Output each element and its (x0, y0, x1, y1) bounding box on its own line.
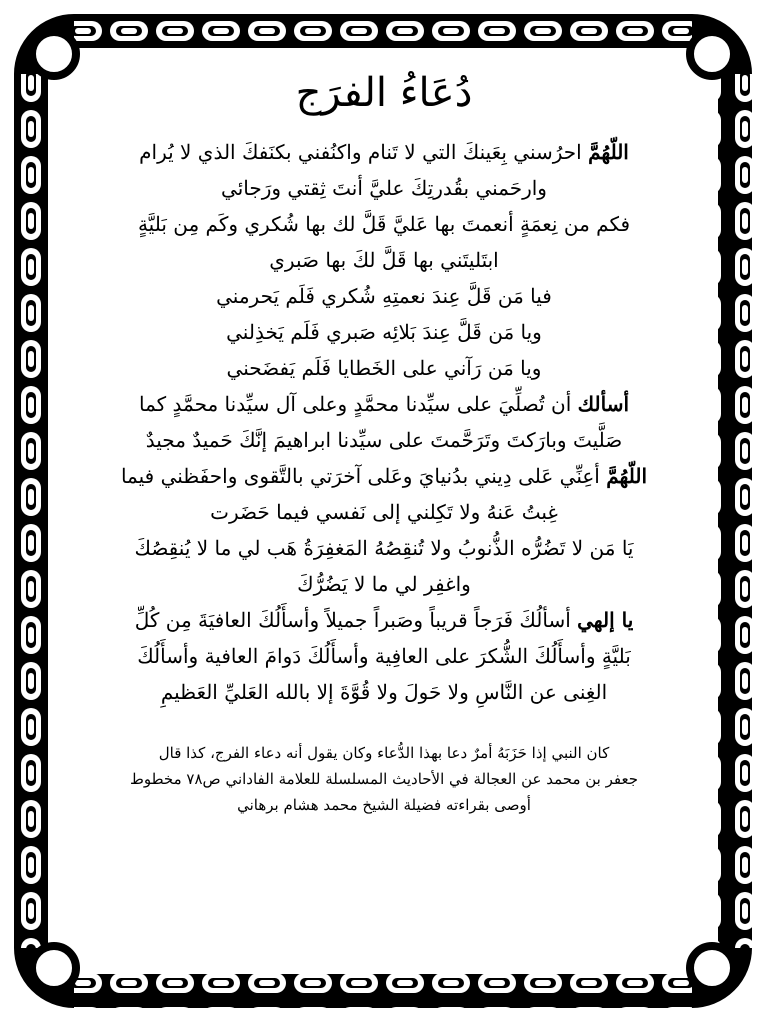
note-line: جعفر بن محمد عن العجالة في الأحاديث المسلسلة للعلامة الفاداني ص٧٨ مخطوط (130, 770, 638, 788)
prayer-line: واغفِر لي ما لا يَضُرُّكَ (297, 572, 471, 596)
prayer-line: صَلَّيتَ وبارَكتَ وتَرَحَّمتَ على سيِّدنا ابراهيمَ إنَّكَ حَميدٌ مجيدٌ (145, 428, 623, 452)
prayer-line: اللّهُمَّ احرُسني بِعَينكَ التي لا تَنام واكنُفني بكنَفكَ الذي لا يُرام (139, 140, 629, 164)
prayer-line: غِبتُ عَنهُ ولا تَكِلني إلى نَفسي فيما حَضَرت (210, 500, 558, 524)
page-title: دُعَاءُ الفرَج (295, 70, 473, 116)
prayer-text (60, 134, 708, 710)
prayer-line: يَا مَن لا تَضُرُّه الذُّنوبُ ولا تُنقِصُهُ المَغفِرَةُ هَب لي ما لا يُنقِصُكَ (134, 536, 634, 560)
source-note (60, 740, 708, 818)
prayer-line: فكم من نِعمَةٍ أنعمتَ بها عَليَّ قَلَّ لك بها شُكري وكَم مِن بَليَّةٍ (137, 212, 631, 236)
prayer-line: بَليَّةٍ وأسأَلُكَ الشُّكرَ على العافِية وأسأَلُكَ دَوامَ العافية وأسأَلُكَ (137, 644, 631, 668)
prayer-line: فيا مَن قَلَّ عِندَ نعمتِهِ شُكري فَلَم يَحرمني (216, 284, 552, 308)
note-line: أوصى بقراءته فضيلة الشيخ محمد هشام برهاني (237, 796, 531, 814)
note-line: كان النبي إذا حَزَبَهُ أمرٌ دعا بهذا الدُّعاء وكان يقول أنه دعاء الفرج، كذا قال (158, 744, 610, 762)
prayer-line: ويا مَن رَآني على الخَطايا فَلَم يَفضَحني (226, 356, 542, 380)
prayer-line: الغِنى عن النَّاسِ ولا حَولَ ولا قُوَّةَ إلا بالله العَليِّ العَظيمِ (160, 680, 608, 704)
prayer-page (60, 60, 708, 964)
prayer-line: ويا مَن قَلَّ عِندَ بَلائِه صَبري فَلَم يَخذِلني (226, 320, 542, 344)
prayer-line: يا إلهي أسألُكَ فَرَجاً قريباً وصَبراً جميلاً وأسأَلُكَ العافيَةَ مِن كُلِّ (134, 608, 634, 632)
prayer-line: وارحَمني بقُدرتِكَ عليَّ أنتَ ثِقتي ورَجائي (221, 176, 547, 200)
prayer-line: أسألك أن تُصلِّيَ على سيِّدنا محمَّدٍ وعلى آل سيِّدنا محمَّدٍ كما (138, 392, 630, 416)
prayer-line: اللّهُمَّ أعِنِّي عَلى دِيني بدُنيايَ وعَلى آخرَتي بالتَّقوى واحفَظني فيما (120, 464, 648, 488)
prayer-line: ابتَليتَني بها قَلَّ لكَ بها صَبري (269, 248, 499, 272)
